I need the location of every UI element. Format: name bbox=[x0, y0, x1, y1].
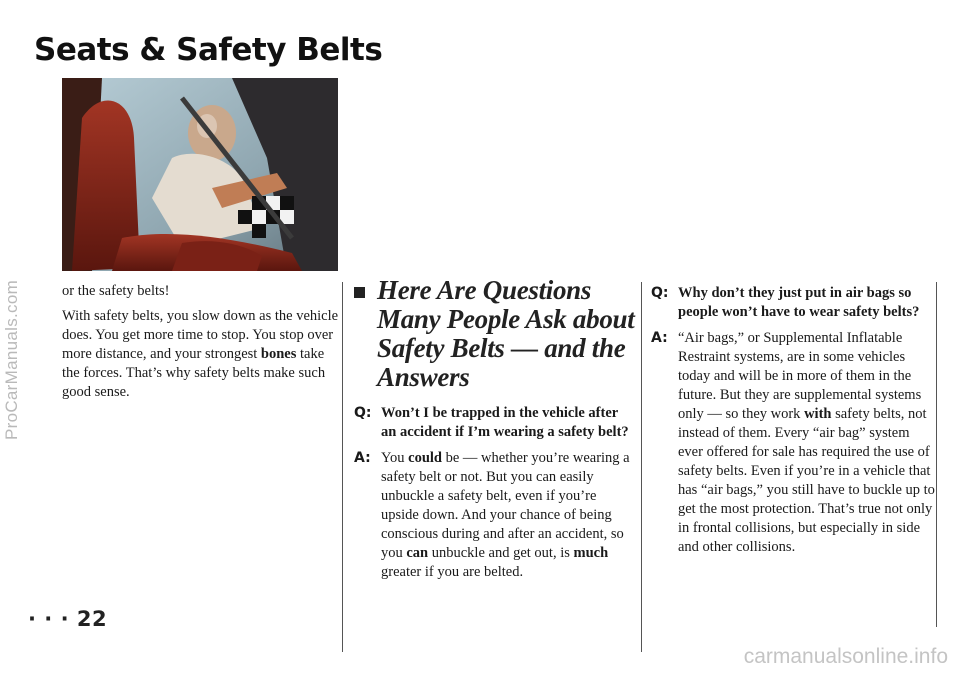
answer-text: “Air bags,” or Supplemental Inflatable Restraint systems, are in some vehicles today and will be in more of them in the future. But they are supplemental systems only — so they work with safety belts, not instead of them. Every “air bag” system ever offered for sale has required the use of safety belts. Even if you’re in a vehicle that has “air bags,” you still have to buckle up to get the most protection. That’s true not only in frontal collisions, but especially in side and other collisions. bbox=[678, 330, 935, 555]
intro-bold-word: bones bbox=[260, 346, 297, 362]
a-marker: A: bbox=[354, 450, 371, 466]
column-divider-middle bbox=[641, 282, 642, 652]
column-divider-left bbox=[342, 282, 343, 652]
intro-paragraph-1: or the safety belts! bbox=[62, 283, 170, 299]
intro-text: take the forces. That’s why safety belts make such good sense. bbox=[62, 346, 326, 400]
question-text: Won’t I be trapped in the vehicle after an accident if I’m wearing a safety belt? bbox=[381, 405, 629, 440]
question-text: Why don’t they just put in air bags so people won’t have to wear safety belts? bbox=[678, 285, 920, 320]
intro-paragraph-2 bbox=[62, 307, 342, 402]
intro-column bbox=[62, 282, 342, 408]
section-heading bbox=[354, 276, 636, 392]
side-watermark: ProCarManuals.com bbox=[2, 279, 21, 441]
page-title: Seats & Safety Belts bbox=[34, 32, 383, 68]
a-marker: A: bbox=[651, 330, 668, 346]
square-bullet-icon bbox=[354, 287, 365, 298]
intro-text: With safety belts, you slow down as the vehicle does. You get more time to stop. You stop over more distance, and your strongest bbox=[62, 308, 339, 362]
page-number: · · · 22 bbox=[28, 607, 108, 631]
faq-column-1 bbox=[354, 276, 636, 589]
q-marker: Q: bbox=[651, 285, 669, 301]
answer-2 bbox=[651, 329, 936, 557]
answer-1 bbox=[354, 449, 636, 582]
q-marker: Q: bbox=[354, 405, 372, 421]
column-divider-right bbox=[936, 282, 937, 627]
faq-column-2 bbox=[651, 284, 936, 564]
bottom-watermark: carmanualsonline.info bbox=[743, 645, 948, 668]
crash-test-illustration bbox=[62, 78, 338, 271]
crash-test-photo bbox=[62, 78, 338, 271]
section-heading-text: Here Are Questions Many People Ask about Safety Belts — and the Answers bbox=[377, 275, 635, 392]
question-2 bbox=[651, 284, 936, 322]
answer-text: You could be — whether you’re wearing a safety belt or not. But you can easily unbuckle a safety belt, even if you’re upside down. And your chance of being conscious during and after an accident, so you can unbuckle and get out, is much greater if you are belted. bbox=[381, 450, 630, 580]
question-1 bbox=[354, 404, 636, 442]
